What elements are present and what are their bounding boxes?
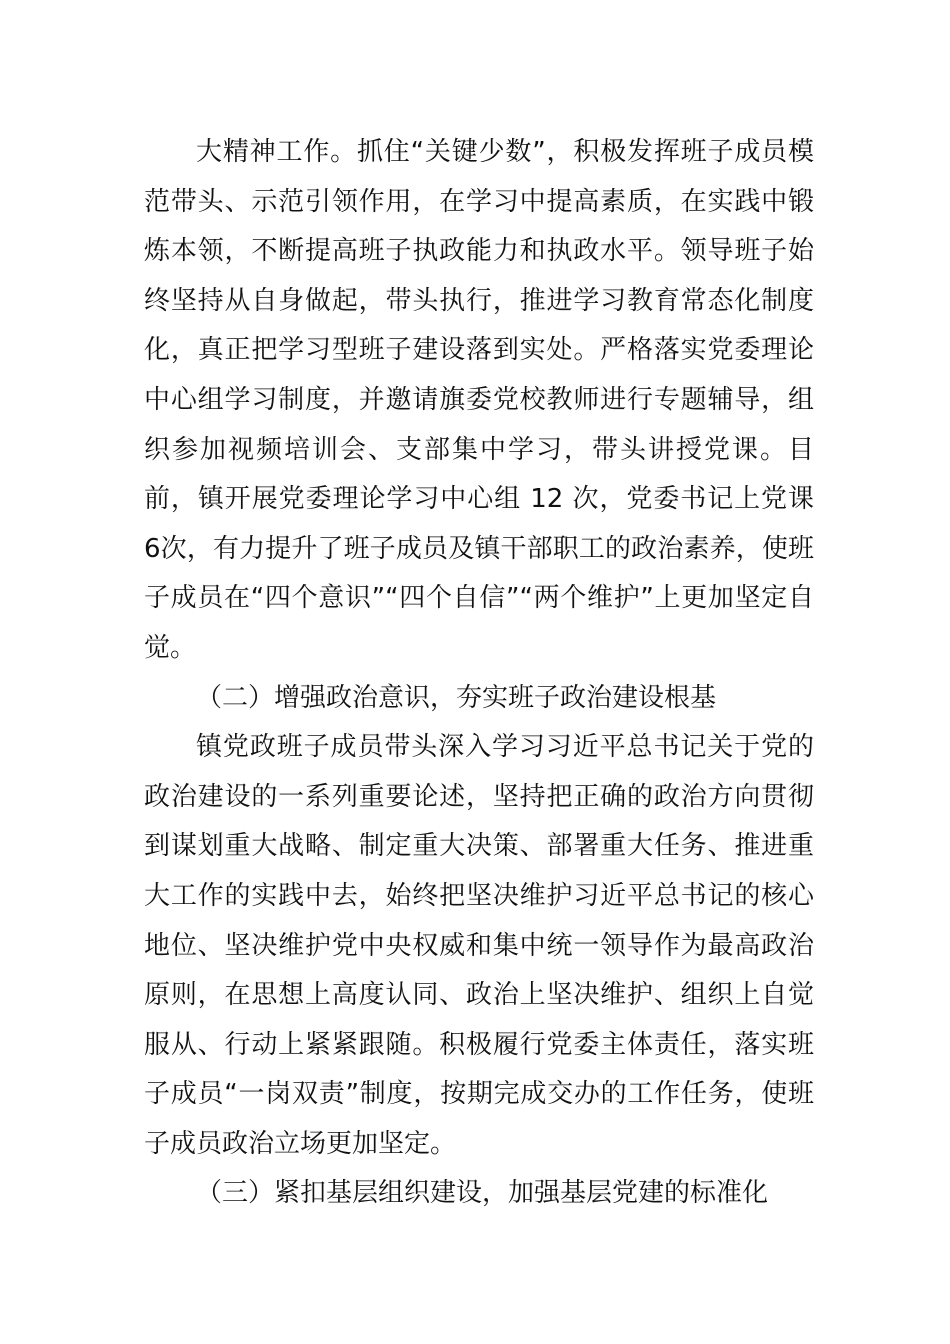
section-heading-2: （二）增强政治意识，夯实班子政治建设根基 — [196, 682, 717, 713]
paragraph-leadership-study: 大精神工作。抓住“关键少数”，积极发挥班子成员模范带头、示范引领作用，在学习中提高素质，在实践中锻炼本领，不断提高班子执政能力和执政水平。领导班子始终坚持从自身做起，带头执行，推进学习教育常态化制度化，真正把学习型班子建设落到实处。严格落实党委理论中心组学习制度，并邀请旗委党校教师进行专题辅导，组织参加视频培训会、支部集中学习，带头讲授党课。目前，镇开展党委理论学习中心组 12 次，党委书记上党课 6次，有力提升了班子成员及镇干部职工的政治素养，使班子成员在“四个意识”“四个自信”“两个维护”上更加坚定自觉。 — [144, 137, 823, 663]
section-heading-3: （三）紧扣基层组织建设，加强基层党建的标准化 — [196, 1178, 769, 1209]
document-body — [144, 128, 823, 1219]
paragraph-political-awareness: 镇党政班子成员带头深入学习习近平总书记关于党的政治建设的一系列重要论述，坚持把正确的政治方向贯彻到谋划重大战略、制定重大决策、部署重大任务、推进重大工作的实践中去，始终把坚决维护习近平总书记的核心地位、坚决维护党中央权威和集中统一领导作为最高政治原则，在思想上高度认同、政治上坚决维护、组织上自觉服从、行动上紧紧跟随。积极履行党委主体责任，落实班子成员“一岗双责”制度，按期完成交办的工作任务，使班子成员政治立场更加坚定。 — [144, 732, 814, 1159]
